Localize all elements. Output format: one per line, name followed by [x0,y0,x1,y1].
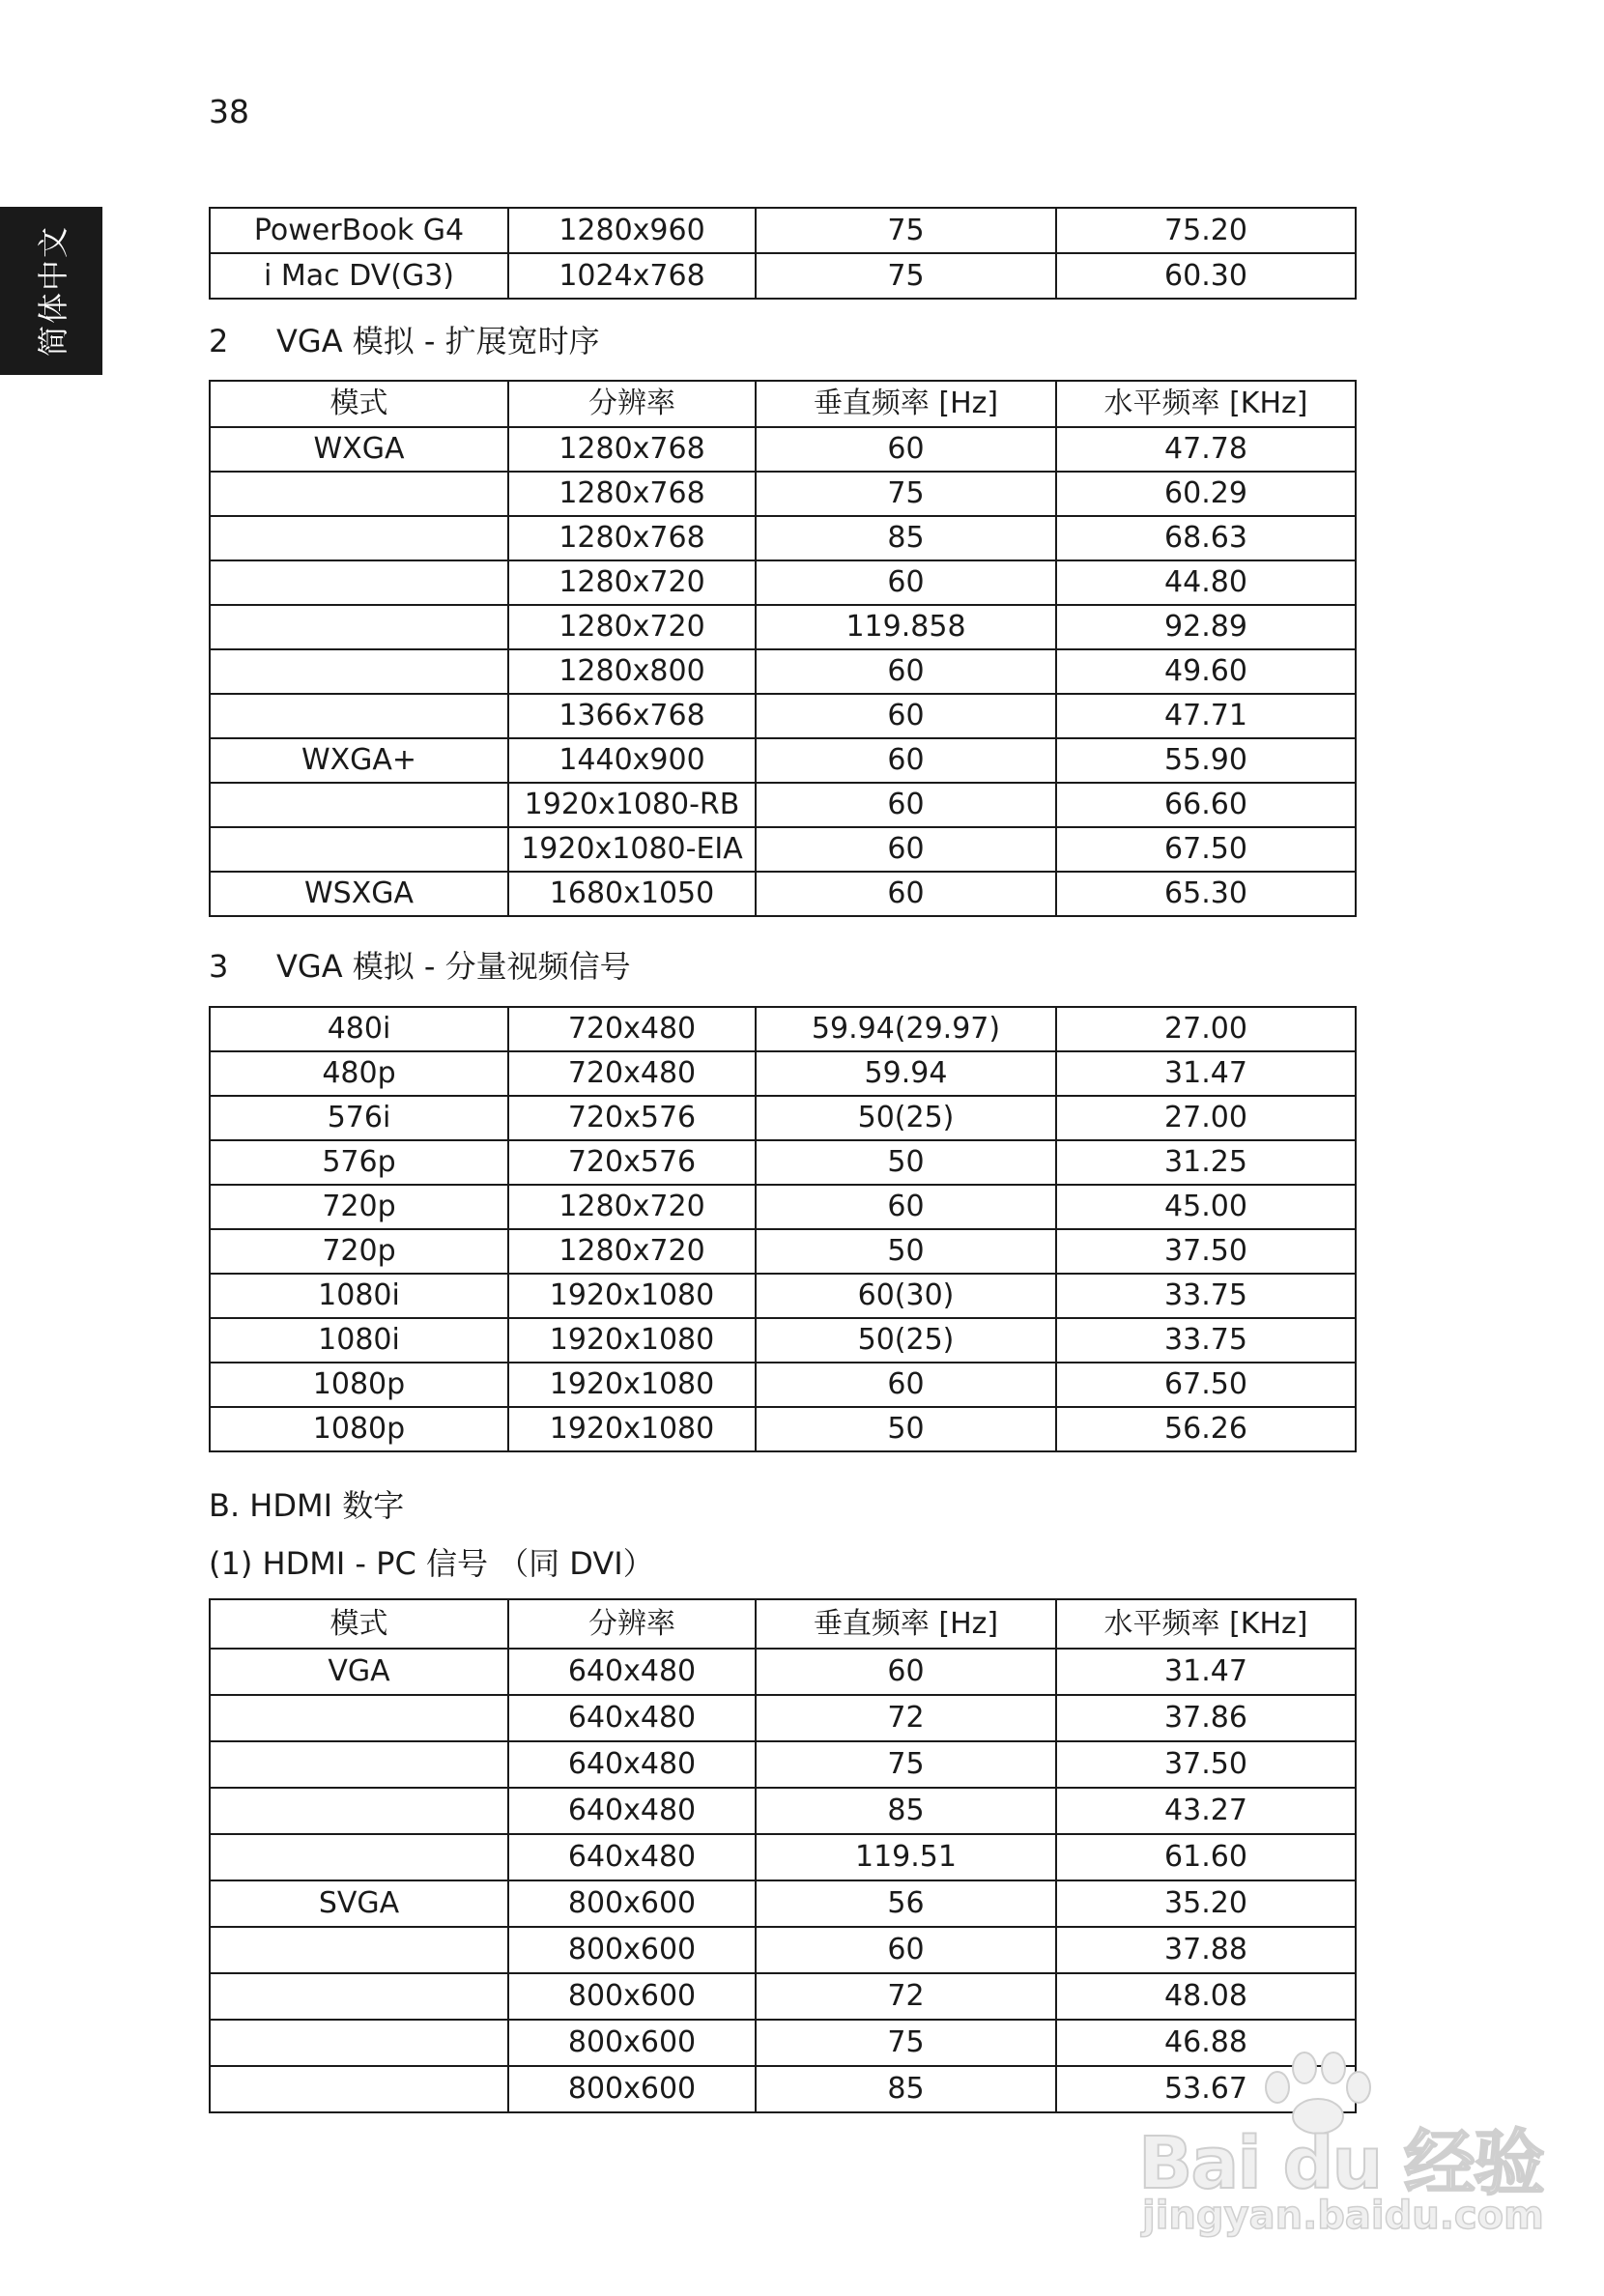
table-cell: 60 [756,1649,1056,1695]
table-cell [210,1788,508,1834]
table-cell: 75.20 [1056,208,1356,253]
table-cell: 720x480 [508,1051,756,1096]
table-cell: 60 [756,827,1056,872]
column-header: 模式 [210,1599,508,1649]
table-cell: 640x480 [508,1834,756,1880]
table-row [210,1007,1356,1051]
table-cell: 45.00 [1056,1185,1356,1229]
table-cell: 72 [756,1973,1056,2020]
table-cell: 37.86 [1056,1695,1356,1741]
table-cell: 800x600 [508,1880,756,1927]
table-header-row [210,1599,1356,1649]
table-cell: 50(25) [756,1096,1056,1140]
table-cell: 1024x768 [508,253,756,299]
table-cell: 85 [756,1788,1056,1834]
table-cell: 43.27 [1056,1788,1356,1834]
table-cell: 1920x1080 [508,1274,756,1318]
table-cell: 720p [210,1185,508,1229]
table-cell: 720x576 [508,1140,756,1185]
table-cell: 576i [210,1096,508,1140]
table-cell: 60 [756,560,1056,605]
table-row [210,1363,1356,1407]
table-cell: 800x600 [508,1973,756,2020]
table-cell: 1920x1080-EIA [508,827,756,872]
table-cell [210,649,508,694]
watermark-brand: Bai du 经验 [1138,2122,1543,2205]
table-cell: 37.88 [1056,1927,1356,1973]
table-cell: 1280x720 [508,605,756,649]
table-cell: 33.75 [1056,1274,1356,1318]
hdmi-pc-signal-table [209,1598,1357,2113]
table-row [210,1185,1356,1229]
table-cell: 31.25 [1056,1140,1356,1185]
table-cell: 37.50 [1056,1229,1356,1274]
table-cell: WXGA+ [210,738,508,783]
table-cell: 1680x1050 [508,872,756,916]
table-row [210,1318,1356,1363]
table-cell: 1080i [210,1318,508,1363]
section-3-number: 3 [209,948,229,985]
table-cell: 47.71 [1056,694,1356,738]
table-cell: 1920x1080 [508,1407,756,1451]
page-number: 38 [209,93,249,130]
section-3-title: VGA 模拟 - 分量视频信号 [276,948,631,985]
table-cell: 480i [210,1007,508,1051]
table-cell: 800x600 [508,2066,756,2112]
table-cell: 1280x768 [508,516,756,560]
table-cell: 56 [756,1880,1056,1927]
table-cell: 119.51 [756,1834,1056,1880]
table-cell: 1366x768 [508,694,756,738]
table-cell [210,472,508,516]
table-cell: 50 [756,1407,1056,1451]
table-row [210,872,1356,916]
table-cell: 60 [756,694,1056,738]
table-cell [210,1741,508,1788]
table-cell: 1280x720 [508,560,756,605]
table-row [210,1051,1356,1096]
table-cell: 27.00 [1056,1096,1356,1140]
table-cell: 48.08 [1056,1973,1356,2020]
subsection-1-heading: (1) HDMI - PC 信号 （同 DVI） [209,1545,654,1582]
table-cell: 640x480 [508,1788,756,1834]
table-cell: 27.00 [1056,1007,1356,1051]
section-b-heading: B. HDMI 数字 [209,1487,405,1524]
table-cell: 60 [756,738,1056,783]
table-cell: 56.26 [1056,1407,1356,1451]
table-row [210,427,1356,472]
vga-component-video-table [209,1006,1357,1452]
table-cell: 1280x768 [508,427,756,472]
table-cell: 60 [756,649,1056,694]
table-cell: 31.47 [1056,1051,1356,1096]
table-cell: 92.89 [1056,605,1356,649]
table-cell: 67.50 [1056,1363,1356,1407]
table-cell: 119.858 [756,605,1056,649]
section-2-number: 2 [209,323,229,359]
table-cell: VGA [210,1649,508,1695]
table-row [210,516,1356,560]
table-cell: 53.67 [1056,2066,1356,2112]
table-cell: 33.75 [1056,1318,1356,1363]
table-cell: 50(25) [756,1318,1056,1363]
table-row [210,1973,1356,2020]
table-cell: 1920x1080 [508,1363,756,1407]
language-side-tab-label: 简体中文 [35,224,72,358]
column-header: 水平频率 [KHz] [1056,381,1356,427]
table-cell [210,1973,508,2020]
table-cell: 59.94 [756,1051,1056,1096]
table-cell: 576p [210,1140,508,1185]
table-cell [210,605,508,649]
table-row [210,694,1356,738]
table-cell: 60 [756,427,1056,472]
table-cell: 31.47 [1056,1649,1356,1695]
table-row [210,1695,1356,1741]
table-header-row [210,381,1356,427]
table-row [210,1927,1356,1973]
table-cell: 49.60 [1056,649,1356,694]
table-row [210,472,1356,516]
table-cell: 60 [756,783,1056,827]
table-cell: 60(30) [756,1274,1056,1318]
table-row [210,1096,1356,1140]
table-cell: 60.30 [1056,253,1356,299]
table-cell: i Mac DV(G3) [210,253,508,299]
table-cell [210,1927,508,1973]
column-header: 分辨率 [508,381,756,427]
table-cell [210,827,508,872]
table-cell: 720p [210,1229,508,1274]
table-cell: 75 [756,253,1056,299]
watermark-url: jingyan.baidu.com [1142,2194,1544,2238]
table-cell: 1280x720 [508,1229,756,1274]
table-cell: 67.50 [1056,827,1356,872]
table-row [210,1274,1356,1318]
table-cell: 1080p [210,1363,508,1407]
table-row [210,1407,1356,1451]
table-row [210,649,1356,694]
column-header: 垂直频率 [Hz] [756,1599,1056,1649]
column-header: 水平频率 [KHz] [1056,1599,1356,1649]
table-cell: 68.63 [1056,516,1356,560]
table-row [210,605,1356,649]
table-cell [210,694,508,738]
table-cell: PowerBook G4 [210,208,508,253]
table-cell: 50 [756,1140,1056,1185]
table-row [210,1788,1356,1834]
table-row [210,1741,1356,1788]
table-cell: 37.50 [1056,1741,1356,1788]
section-3-heading [209,942,631,987]
table-cell [210,783,508,827]
table-row [210,208,1356,253]
section-2-title: VGA 模拟 - 扩展宽时序 [276,323,600,359]
table-cell [210,1834,508,1880]
mac-timing-table [209,207,1357,300]
table-cell [210,516,508,560]
table-cell: 1280x768 [508,472,756,516]
table-cell: 800x600 [508,2020,756,2066]
table-cell: WXGA [210,427,508,472]
table-cell: 720x480 [508,1007,756,1051]
table-row [210,738,1356,783]
table-cell: 1080i [210,1274,508,1318]
column-header: 分辨率 [508,1599,756,1649]
table-row [210,783,1356,827]
table-cell: 55.90 [1056,738,1356,783]
table-cell: 46.88 [1056,2020,1356,2066]
table-cell: 640x480 [508,1649,756,1695]
table-cell [210,560,508,605]
table-cell: 44.80 [1056,560,1356,605]
column-header: 垂直频率 [Hz] [756,381,1056,427]
table-cell: 65.30 [1056,872,1356,916]
table-cell: 75 [756,472,1056,516]
table-cell: 800x600 [508,1927,756,1973]
column-header: 模式 [210,381,508,427]
table-cell: 60 [756,1185,1056,1229]
table-cell: 59.94(29.97) [756,1007,1056,1051]
table-cell: 1280x800 [508,649,756,694]
section-2-heading [209,317,600,361]
table-cell: 47.78 [1056,427,1356,472]
table-row [210,827,1356,872]
table-cell: 75 [756,208,1056,253]
table-cell: 75 [756,2020,1056,2066]
table-row [210,1229,1356,1274]
table-cell: WSXGA [210,872,508,916]
table-cell: 85 [756,2066,1056,2112]
table-cell: 66.60 [1056,783,1356,827]
language-side-tab [0,207,102,375]
table-cell: 1080p [210,1407,508,1451]
vga-wide-timing-table [209,380,1357,917]
table-cell [210,2020,508,2066]
table-cell: 1280x720 [508,1185,756,1229]
table-cell: 50 [756,1229,1056,1274]
table-cell: 60 [756,1363,1056,1407]
table-cell: 85 [756,516,1056,560]
table-cell: 60 [756,872,1056,916]
table-cell: 1440x900 [508,738,756,783]
table-row [210,253,1356,299]
table-row [210,1880,1356,1927]
table-cell: 640x480 [508,1741,756,1788]
table-cell: 75 [756,1741,1056,1788]
table-cell: 480p [210,1051,508,1096]
table-cell: 640x480 [508,1695,756,1741]
table-row [210,1140,1356,1185]
table-cell: 72 [756,1695,1056,1741]
table-row [210,560,1356,605]
table-cell: SVGA [210,1880,508,1927]
table-cell [210,1695,508,1741]
table-cell: 720x576 [508,1096,756,1140]
table-cell: 1280x960 [508,208,756,253]
table-cell: 1920x1080-RB [508,783,756,827]
table-cell: 60.29 [1056,472,1356,516]
table-cell: 60 [756,1927,1056,1973]
table-cell [210,2066,508,2112]
table-row [210,1649,1356,1695]
table-cell: 35.20 [1056,1880,1356,1927]
table-cell: 1920x1080 [508,1318,756,1363]
table-row [210,1834,1356,1880]
baidu-watermark [1132,2049,1544,2252]
table-cell: 61.60 [1056,1834,1356,1880]
